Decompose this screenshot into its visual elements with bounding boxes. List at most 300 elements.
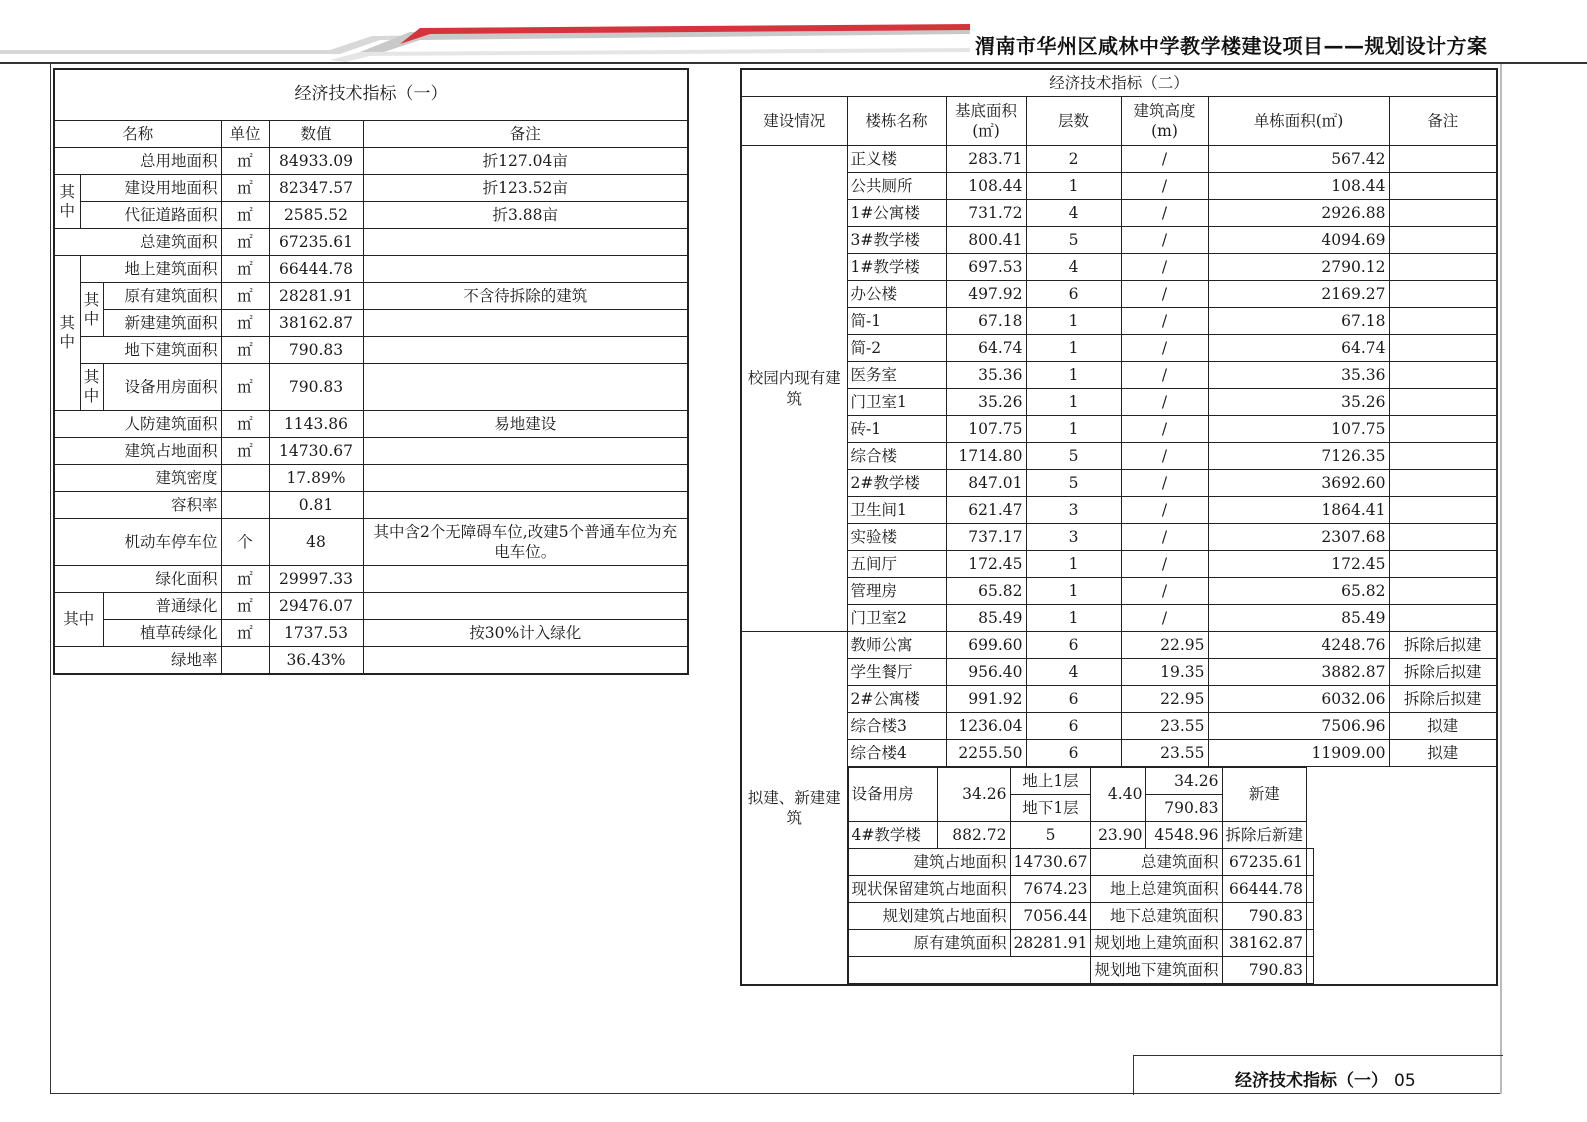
building-area: 3882.87 (1208, 659, 1389, 686)
row-note (363, 364, 688, 411)
building-base-area: 107.75 (946, 416, 1026, 443)
building-note (1389, 200, 1497, 227)
building-area: 2169.27 (1208, 281, 1389, 308)
summary-row (848, 957, 1314, 984)
building-note (1389, 146, 1497, 173)
row-unit: ㎡ (221, 411, 269, 438)
building-name: 学生餐厅 (847, 659, 946, 686)
row-unit: ㎡ (221, 148, 269, 175)
building-base-area: 65.82 (946, 578, 1026, 605)
building-height: 22.95 (1121, 686, 1208, 713)
table-row (741, 281, 1497, 308)
building-base-area: 85.49 (946, 605, 1026, 632)
building-height: / (1121, 497, 1208, 524)
row-value: 38162.87 (269, 310, 363, 337)
building-base-area: 991.92 (946, 686, 1026, 713)
building-name: 简-2 (847, 335, 946, 362)
row-value: 48 (269, 519, 363, 566)
summary-label: 规划地下建筑面积 (1091, 957, 1222, 984)
building-name: 门卫室2 (847, 605, 946, 632)
building-base-area: 737.17 (946, 524, 1026, 551)
summary-label: 总建筑面积 (1091, 849, 1222, 876)
group-label-qizhong: 其中 (54, 593, 103, 647)
building-note (1389, 605, 1497, 632)
building-floors: 6 (1026, 281, 1121, 308)
table-row (54, 148, 688, 175)
t1-header-name: 名称 (54, 121, 221, 148)
row-unit: ㎡ (221, 256, 269, 283)
row-value: 66444.78 (269, 256, 363, 283)
building-floors: 1 (1026, 578, 1121, 605)
building-base-area: 621.47 (946, 497, 1026, 524)
table-row (741, 632, 1497, 659)
building-floors: 地下1层 (1010, 795, 1091, 822)
building-area: 67.18 (1208, 308, 1389, 335)
group-label: 校园内现有建筑 (741, 146, 847, 632)
summary-value: 790.83 (1222, 957, 1307, 984)
row-unit: ㎡ (221, 364, 269, 411)
building-area: 7506.96 (1208, 713, 1389, 740)
row-value: 1737.53 (269, 620, 363, 647)
building-height: / (1121, 389, 1208, 416)
row-name: 设备用房面积 (103, 364, 221, 411)
building-floors: 5 (1010, 822, 1091, 849)
table-row (54, 566, 688, 593)
building-area: 4094.69 (1208, 227, 1389, 254)
table-row (54, 411, 688, 438)
table-row (741, 740, 1497, 767)
building-area: 34.26 (1146, 768, 1222, 795)
row-name: 代征道路面积 (80, 202, 221, 229)
table-row (741, 200, 1497, 227)
row-note (363, 438, 688, 465)
building-height: / (1121, 578, 1208, 605)
building-name: 1#教学楼 (847, 254, 946, 281)
table-row (54, 492, 688, 519)
building-height: / (1121, 146, 1208, 173)
building-height: / (1121, 416, 1208, 443)
row-value: 790.83 (269, 337, 363, 364)
row-value: 82347.57 (269, 175, 363, 202)
row-note: 折3.88亩 (363, 202, 688, 229)
table-row (741, 497, 1497, 524)
building-height: / (1121, 254, 1208, 281)
t2-header-area: 单栋面积(㎡) (1208, 97, 1389, 146)
table-row (741, 173, 1497, 200)
table-row (741, 389, 1497, 416)
row-name: 原有建筑面积 (103, 283, 221, 310)
building-name: 管理房 (847, 578, 946, 605)
summary-label: 建筑占地面积 (848, 849, 1010, 876)
row-name: 新建建筑面积 (103, 310, 221, 337)
row-name: 地上建筑面积 (80, 256, 221, 283)
table-row (54, 337, 688, 364)
page-title: 渭南市华州区咸林中学教学楼建设项目——规划设计方案 (975, 34, 1488, 58)
building-height: 23.90 (1091, 822, 1146, 849)
building-name: 实验楼 (847, 524, 946, 551)
building-floors: 1 (1026, 605, 1121, 632)
building-note (1389, 416, 1497, 443)
summary-value: 38162.87 (1222, 930, 1307, 957)
t2-header-status: 建设情况 (741, 97, 847, 146)
table-row (741, 362, 1497, 389)
table-row (848, 822, 1314, 849)
table-row (741, 335, 1497, 362)
building-base-area: 108.44 (946, 173, 1026, 200)
row-name: 建设用地面积 (80, 175, 221, 202)
summary-row (848, 876, 1314, 903)
row-unit (221, 465, 269, 492)
table-row (741, 227, 1497, 254)
building-base-area: 956.40 (946, 659, 1026, 686)
table-row (54, 593, 688, 620)
footer-label (1235, 1066, 1416, 1091)
row-note (363, 337, 688, 364)
building-floors: 1 (1026, 173, 1121, 200)
row-note: 易地建设 (363, 411, 688, 438)
summary-value: 7056.44 (1010, 903, 1091, 930)
table-row (54, 202, 688, 229)
building-floors: 5 (1026, 227, 1121, 254)
building-area: 2790.12 (1208, 254, 1389, 281)
table-row (741, 686, 1497, 713)
building-floors: 6 (1026, 740, 1121, 767)
building-area: 2307.68 (1208, 524, 1389, 551)
building-base-area: 497.92 (946, 281, 1026, 308)
building-name: 正义楼 (847, 146, 946, 173)
table-row (741, 524, 1497, 551)
building-base-area: 67.18 (946, 308, 1026, 335)
row-name: 建筑密度 (54, 465, 221, 492)
row-value: 1143.86 (269, 411, 363, 438)
building-name: 综合楼3 (847, 713, 946, 740)
building-height: / (1121, 173, 1208, 200)
t2-header-floors: 层数 (1026, 97, 1121, 146)
building-base-area: 64.74 (946, 335, 1026, 362)
building-area: 4248.76 (1208, 632, 1389, 659)
building-note: 拆除后拟建 (1389, 686, 1497, 713)
table-row (741, 578, 1497, 605)
summary-label: 现状保留建筑占地面积 (848, 876, 1010, 903)
building-area: 35.36 (1208, 362, 1389, 389)
table-row (54, 620, 688, 647)
building-floors: 3 (1026, 524, 1121, 551)
row-note (363, 229, 688, 256)
building-note (1389, 227, 1497, 254)
building-note: 拆除后新建 (1222, 822, 1307, 849)
building-height: / (1121, 362, 1208, 389)
building-note (1389, 524, 1497, 551)
table-row (54, 229, 688, 256)
row-value: 0.81 (269, 492, 363, 519)
building-height: 23.55 (1121, 713, 1208, 740)
building-base-area: 35.36 (946, 362, 1026, 389)
building-area: 4548.96 (1146, 822, 1222, 849)
summary-label: 地上总建筑面积 (1091, 876, 1222, 903)
summary-value: 7674.23 (1010, 876, 1091, 903)
row-unit (221, 492, 269, 519)
row-note (363, 256, 688, 283)
building-floors: 3 (1026, 497, 1121, 524)
t2-header-base-area: 基底面积(㎡) (946, 97, 1026, 146)
table-row (741, 659, 1497, 686)
building-base-area: 1236.04 (946, 713, 1026, 740)
row-name: 建筑占地面积 (54, 438, 221, 465)
row-name: 绿化面积 (54, 566, 221, 593)
building-area: 6032.06 (1208, 686, 1389, 713)
row-note (363, 492, 688, 519)
row-note (363, 310, 688, 337)
group-label: 拟建、新建建筑 (741, 632, 847, 986)
building-base-area: 697.53 (946, 254, 1026, 281)
building-name: 医务室 (847, 362, 946, 389)
building-height: 23.55 (1121, 740, 1208, 767)
building-floors: 6 (1026, 713, 1121, 740)
building-name: 综合楼 (847, 443, 946, 470)
row-note: 不含待拆除的建筑 (363, 283, 688, 310)
t2-header-note: 备注 (1389, 97, 1497, 146)
row-name: 绿地率 (54, 647, 221, 675)
building-height: / (1121, 443, 1208, 470)
building-height: 22.95 (1121, 632, 1208, 659)
table-row (54, 175, 688, 202)
subgroup-label-qizhong: 其中 (80, 364, 103, 411)
summary-label: 规划地上建筑面积 (1091, 930, 1222, 957)
summary-value: 14730.67 (1010, 849, 1091, 876)
table-row (741, 713, 1497, 740)
building-area: 3692.60 (1208, 470, 1389, 497)
building-floors: 5 (1026, 443, 1121, 470)
row-name: 人防建筑面积 (54, 411, 221, 438)
building-floors: 1 (1026, 551, 1121, 578)
row-note: 折123.52亩 (363, 175, 688, 202)
t2-header-height: 建筑高度(m) (1121, 97, 1208, 146)
building-name: 简-1 (847, 308, 946, 335)
building-area: 567.42 (1208, 146, 1389, 173)
row-note: 按30%计入绿化 (363, 620, 688, 647)
building-name: 门卫室1 (847, 389, 946, 416)
building-note: 新建 (1222, 768, 1307, 822)
row-value: 790.83 (269, 364, 363, 411)
building-note (1389, 173, 1497, 200)
footer-title: 经济技术指标（一） (1235, 1071, 1388, 1091)
building-base-area: 731.72 (946, 200, 1026, 227)
row-value: 17.89% (269, 465, 363, 492)
building-note (1389, 335, 1497, 362)
page-frame-right (1500, 64, 1502, 1094)
summary-value: 66444.78 (1222, 876, 1307, 903)
building-note (1389, 362, 1497, 389)
t2-header-building: 楼栋名称 (847, 97, 946, 146)
group-label-qizhong: 其中 (54, 256, 80, 411)
table-row (54, 256, 688, 283)
economic-indicators-table-2 (740, 68, 1498, 986)
building-note (1389, 578, 1497, 605)
row-value: 14730.67 (269, 438, 363, 465)
summary-label: 规划建筑占地面积 (848, 903, 1010, 930)
row-note (363, 647, 688, 675)
row-value: 36.43% (269, 647, 363, 675)
summary-value: 67235.61 (1222, 849, 1307, 876)
table-row (54, 283, 688, 310)
building-area: 11909.00 (1208, 740, 1389, 767)
building-floors: 1 (1026, 389, 1121, 416)
row-unit: ㎡ (221, 438, 269, 465)
row-unit: ㎡ (221, 229, 269, 256)
building-floors: 2 (1026, 146, 1121, 173)
building-name: 1#公寓楼 (847, 200, 946, 227)
building-area: 7126.35 (1208, 443, 1389, 470)
building-note (1389, 470, 1497, 497)
building-floors: 4 (1026, 200, 1121, 227)
table-row (54, 519, 688, 566)
row-unit: ㎡ (221, 283, 269, 310)
table-row (848, 768, 1314, 795)
summary-label: 地下总建筑面积 (1091, 903, 1222, 930)
building-floors: 1 (1026, 416, 1121, 443)
row-unit: ㎡ (221, 620, 269, 647)
t1-header-note: 备注 (363, 121, 688, 148)
building-base-area: 34.26 (938, 768, 1010, 822)
row-unit: ㎡ (221, 566, 269, 593)
building-name: 2#教学楼 (847, 470, 946, 497)
building-area: 1864.41 (1208, 497, 1389, 524)
row-note (363, 465, 688, 492)
building-base-area: 800.41 (946, 227, 1026, 254)
building-note: 拆除后拟建 (1389, 659, 1497, 686)
building-height: / (1121, 335, 1208, 362)
table-row (741, 605, 1497, 632)
row-unit: ㎡ (221, 175, 269, 202)
summary-value: 28281.91 (1010, 930, 1091, 957)
row-value: 29997.33 (269, 566, 363, 593)
building-base-area: 1714.80 (946, 443, 1026, 470)
building-area: 65.82 (1208, 578, 1389, 605)
building-area: 107.75 (1208, 416, 1389, 443)
building-name: 办公楼 (847, 281, 946, 308)
building-base-area: 2255.50 (946, 740, 1026, 767)
building-floors: 6 (1026, 686, 1121, 713)
table-row (54, 310, 688, 337)
row-unit: ㎡ (221, 310, 269, 337)
building-name: 设备用房 (848, 768, 938, 822)
row-unit: ㎡ (221, 202, 269, 229)
row-value: 2585.52 (269, 202, 363, 229)
building-name: 2#公寓楼 (847, 686, 946, 713)
row-name: 容积率 (54, 492, 221, 519)
table-row (741, 551, 1497, 578)
building-height: / (1121, 200, 1208, 227)
row-value: 29476.07 (269, 593, 363, 620)
building-height: / (1121, 605, 1208, 632)
table-row (54, 438, 688, 465)
building-name: 公共厕所 (847, 173, 946, 200)
row-note (363, 566, 688, 593)
t1-header-unit: 单位 (221, 121, 269, 148)
building-base-area: 882.72 (938, 822, 1010, 849)
building-base-area: 172.45 (946, 551, 1026, 578)
table-row (741, 416, 1497, 443)
table-row (741, 146, 1497, 173)
building-note (1389, 551, 1497, 578)
building-area: 790.83 (1146, 795, 1222, 822)
building-base-area: 847.01 (946, 470, 1026, 497)
table-row (741, 443, 1497, 470)
row-unit: 个 (221, 519, 269, 566)
building-floors: 6 (1026, 632, 1121, 659)
summary-value: 790.83 (1222, 903, 1307, 930)
building-name: 3#教学楼 (847, 227, 946, 254)
building-floors: 5 (1026, 470, 1121, 497)
building-note (1389, 281, 1497, 308)
economic-indicators-table-1 (53, 68, 689, 675)
building-note (1389, 443, 1497, 470)
building-area: 64.74 (1208, 335, 1389, 362)
table1-title: 经济技术指标（一） (54, 69, 688, 121)
row-value: 67235.61 (269, 229, 363, 256)
building-note (1389, 308, 1497, 335)
row-note: 折127.04亩 (363, 148, 688, 175)
building-name: 综合楼4 (847, 740, 946, 767)
summary-row (848, 903, 1314, 930)
building-area: 35.26 (1208, 389, 1389, 416)
building-name: 卫生间1 (847, 497, 946, 524)
summary-row (848, 930, 1314, 957)
building-note: 拟建 (1389, 740, 1497, 767)
building-height: / (1121, 470, 1208, 497)
building-name: 教师公寓 (847, 632, 946, 659)
building-height: / (1121, 227, 1208, 254)
building-floors: 1 (1026, 308, 1121, 335)
table-row (741, 308, 1497, 335)
building-height: / (1121, 281, 1208, 308)
building-base-area: 699.60 (946, 632, 1026, 659)
building-note (1389, 389, 1497, 416)
building-floors: 4 (1026, 659, 1121, 686)
building-height: / (1121, 524, 1208, 551)
table-row (54, 364, 688, 411)
row-value: 28281.91 (269, 283, 363, 310)
summary-label: 原有建筑面积 (848, 930, 1010, 957)
table-row (54, 465, 688, 492)
building-note (1389, 254, 1497, 281)
header-swoosh-graphic (0, 22, 970, 62)
building-area: 108.44 (1208, 173, 1389, 200)
building-base-area: 35.26 (946, 389, 1026, 416)
row-note: 其中含2个无障碍车位,改建5个普通车位为充电车位。 (363, 519, 688, 566)
subgroup-label-qizhong: 其中 (80, 283, 103, 337)
row-unit: ㎡ (221, 593, 269, 620)
building-name: 4#教学楼 (848, 822, 938, 849)
page-number: 05 (1394, 1071, 1416, 1091)
row-name: 机动车停车位 (54, 519, 221, 566)
building-floors: 1 (1026, 335, 1121, 362)
table2-title: 经济技术指标（二） (741, 69, 1497, 97)
building-floors: 4 (1026, 254, 1121, 281)
building-area: 2926.88 (1208, 200, 1389, 227)
row-value: 84933.09 (269, 148, 363, 175)
building-area: 172.45 (1208, 551, 1389, 578)
building-note (1389, 497, 1497, 524)
row-name: 普通绿化 (103, 593, 221, 620)
row-note (363, 593, 688, 620)
building-height: / (1121, 308, 1208, 335)
table-row (741, 254, 1497, 281)
building-height: 19.35 (1121, 659, 1208, 686)
building-floors: 1 (1026, 362, 1121, 389)
table-row (54, 647, 688, 675)
table-row (741, 470, 1497, 497)
